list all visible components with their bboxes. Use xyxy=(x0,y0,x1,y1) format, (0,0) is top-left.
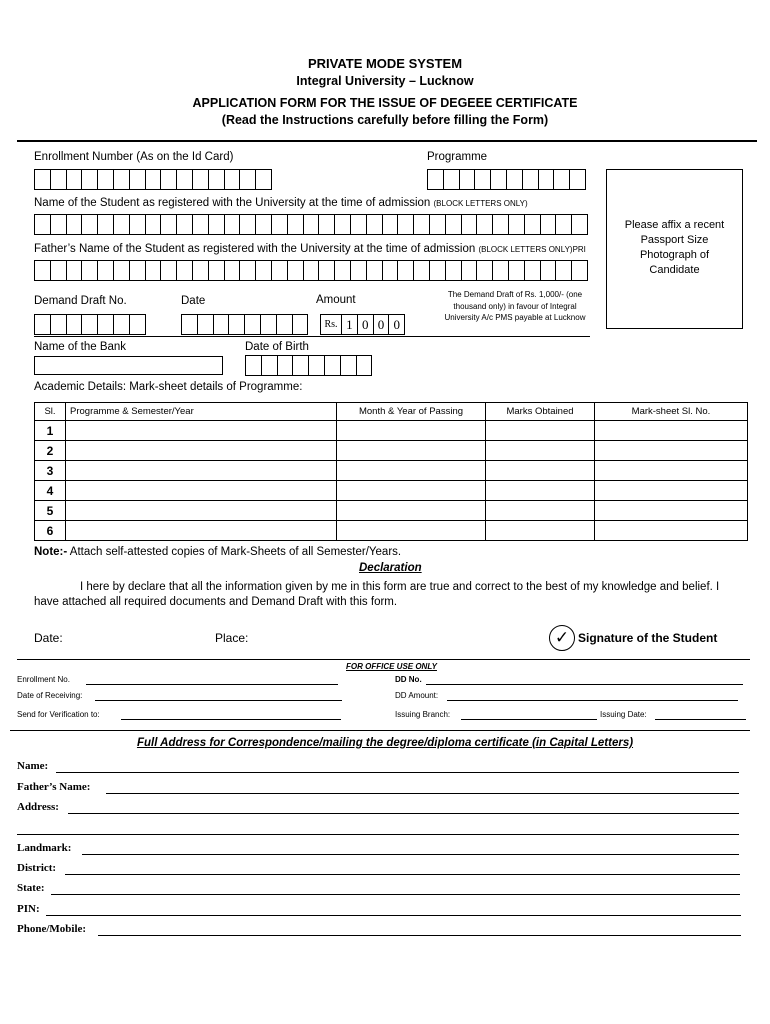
row-number: 3 xyxy=(35,461,66,481)
address-father-label: Father’s Name: xyxy=(17,781,91,793)
note-label: Note:- xyxy=(34,546,68,558)
marks-table xyxy=(34,402,748,541)
table-row xyxy=(35,461,748,481)
amount-boxes xyxy=(320,314,405,335)
programme-boxes[interactable] xyxy=(427,169,586,190)
student-name-label: Name of the Student as registered with the University at the time of admission (BLOCK LETTERS ONLY) xyxy=(34,197,528,209)
table-row xyxy=(35,521,748,541)
amount-digit: 0 xyxy=(373,314,389,335)
form-header-line1: PRIVATE MODE SYSTEM xyxy=(307,56,463,71)
amount-digit: 0 xyxy=(357,314,373,335)
row-number: 6 xyxy=(35,521,66,541)
office-send-verification-label: Send for Verification to: xyxy=(17,710,100,719)
col-sl: Sl. xyxy=(35,403,66,421)
dob-boxes[interactable] xyxy=(245,355,372,376)
address-label: Address: xyxy=(17,801,59,813)
phone-label: Phone/Mobile: xyxy=(17,923,87,935)
address-line-1[interactable] xyxy=(68,813,739,814)
date-boxes[interactable] xyxy=(181,314,308,335)
office-enrollment-label: Enrollment No. xyxy=(17,675,70,684)
table-row xyxy=(35,501,748,521)
office-dd-amount-label: DD Amount: xyxy=(395,691,439,700)
office-date-receiving-label: Date of Receiving: xyxy=(17,691,83,700)
office-enrollment-line[interactable] xyxy=(86,684,338,685)
row-number: 5 xyxy=(35,501,66,521)
pin-line[interactable] xyxy=(46,915,741,916)
address-title-wrap xyxy=(0,737,770,749)
programme-label: Programme xyxy=(427,151,488,163)
dd-divider xyxy=(34,336,590,337)
state-line[interactable] xyxy=(51,894,740,895)
office-issuing-branch-label: Issuing Branch: xyxy=(395,710,451,719)
form-title: APPLICATION FORM FOR THE ISSUE OF DEGEEE CERTIFICATE xyxy=(192,96,578,110)
dd-note: The Demand Draft of Rs. 1,000/- (one thousand only) in favour of Integral University A/c PMS payable at Lucknow xyxy=(444,290,586,322)
amount-digit: 0 xyxy=(388,314,405,335)
office-issuing-branch-line[interactable] xyxy=(461,719,597,720)
enrollment-label: Enrollment Number (As on the Id Card) xyxy=(34,151,234,163)
col-month-year: Month & Year of Passing xyxy=(337,403,486,421)
declaration-title: Declaration xyxy=(359,562,422,574)
office-dd-no-line[interactable] xyxy=(426,684,743,685)
col-marksheet-no: Mark-sheet Sl. No. xyxy=(595,403,748,421)
col-programme: Programme & Semester/Year xyxy=(66,403,337,421)
address-title: Full Address for Correspondence/mailing the degree/diploma certificate (in Capital Letters) xyxy=(136,737,634,749)
demand-draft-label: Demand Draft No. xyxy=(34,295,127,307)
office-divider xyxy=(17,659,750,660)
table-row xyxy=(35,421,748,441)
row-number: 1 xyxy=(35,421,66,441)
father-name-label: Father’s Name of the Student as registered with the University at the time of admission (BLOCK LETTERS ONLY)PRI xyxy=(34,243,586,255)
bank-name-label: Name of the Bank xyxy=(34,341,127,353)
enrollment-boxes[interactable] xyxy=(34,169,272,190)
photo-box xyxy=(606,169,743,329)
state-label: State: xyxy=(17,882,45,894)
landmark-label: Landmark: xyxy=(17,842,72,854)
office-dd-no-label: DD No. xyxy=(395,675,422,684)
header-divider xyxy=(17,140,757,142)
row-number: 2 xyxy=(35,441,66,461)
office-issuing-date-label: Issuing Date: xyxy=(600,710,647,719)
office-dd-amount-line[interactable] xyxy=(447,700,738,701)
amount-rs: Rs. xyxy=(320,314,341,335)
pin-label: PIN: xyxy=(17,903,40,915)
address-father-line[interactable] xyxy=(106,793,739,794)
address-line-2[interactable] xyxy=(17,834,739,835)
office-send-verification-line[interactable] xyxy=(121,719,341,720)
dob-label: Date of Birth xyxy=(245,341,309,353)
phone-line[interactable] xyxy=(98,935,741,936)
row-number: 4 xyxy=(35,481,66,501)
student-name-boxes[interactable] xyxy=(34,214,588,235)
col-marks: Marks Obtained xyxy=(486,403,595,421)
demand-draft-boxes[interactable] xyxy=(34,314,146,335)
landmark-line[interactable] xyxy=(82,854,739,855)
declaration-text: I here by declare that all the information given by me in this form are true and correct to the best of my knowledge and belief. I have attached all required documents and Demand Draft with this form. xyxy=(34,581,720,608)
address-name-line[interactable] xyxy=(56,772,739,773)
signature-label: Signature of the Student xyxy=(578,631,718,645)
amount-label: Amount xyxy=(316,294,356,306)
district-label: District: xyxy=(17,862,57,874)
note-text: Attach self-attested copies of Mark-Sheets of all Semester/Years. xyxy=(69,546,402,558)
block-letters-note-2: (BLOCK LETTERS ONLY)PRI xyxy=(478,245,586,254)
marks-header-row xyxy=(35,403,748,421)
signature-place-label: Place: xyxy=(215,631,249,645)
checkmark-icon: ✓ xyxy=(549,625,575,651)
note xyxy=(34,546,401,558)
table-row xyxy=(35,481,748,501)
date-label: Date xyxy=(181,295,206,307)
amount-digit: 1 xyxy=(341,314,357,335)
father-name-boxes[interactable] xyxy=(34,260,588,281)
address-divider xyxy=(10,730,750,731)
office-date-receiving-line[interactable] xyxy=(95,700,342,701)
address-name-label: Name: xyxy=(17,760,49,772)
university-name: Integral University – Lucknow xyxy=(296,74,474,88)
photo-instructions: Please affix a recent Passport Size Photograph of Candidate xyxy=(624,219,725,276)
block-letters-note: (BLOCK LETTERS ONLY) xyxy=(433,199,528,208)
bank-name-input[interactable] xyxy=(34,356,223,375)
office-issuing-date-line[interactable] xyxy=(655,719,746,720)
table-row xyxy=(35,441,748,461)
form-instructions: (Read the Instructions carefully before filling the Form) xyxy=(221,113,549,127)
academic-title: Academic Details: Mark-sheet details of Programme: xyxy=(34,381,303,393)
district-line[interactable] xyxy=(65,874,740,875)
signature-date-label: Date: xyxy=(34,631,63,645)
office-use-title: FOR OFFICE USE ONLY xyxy=(346,662,437,671)
